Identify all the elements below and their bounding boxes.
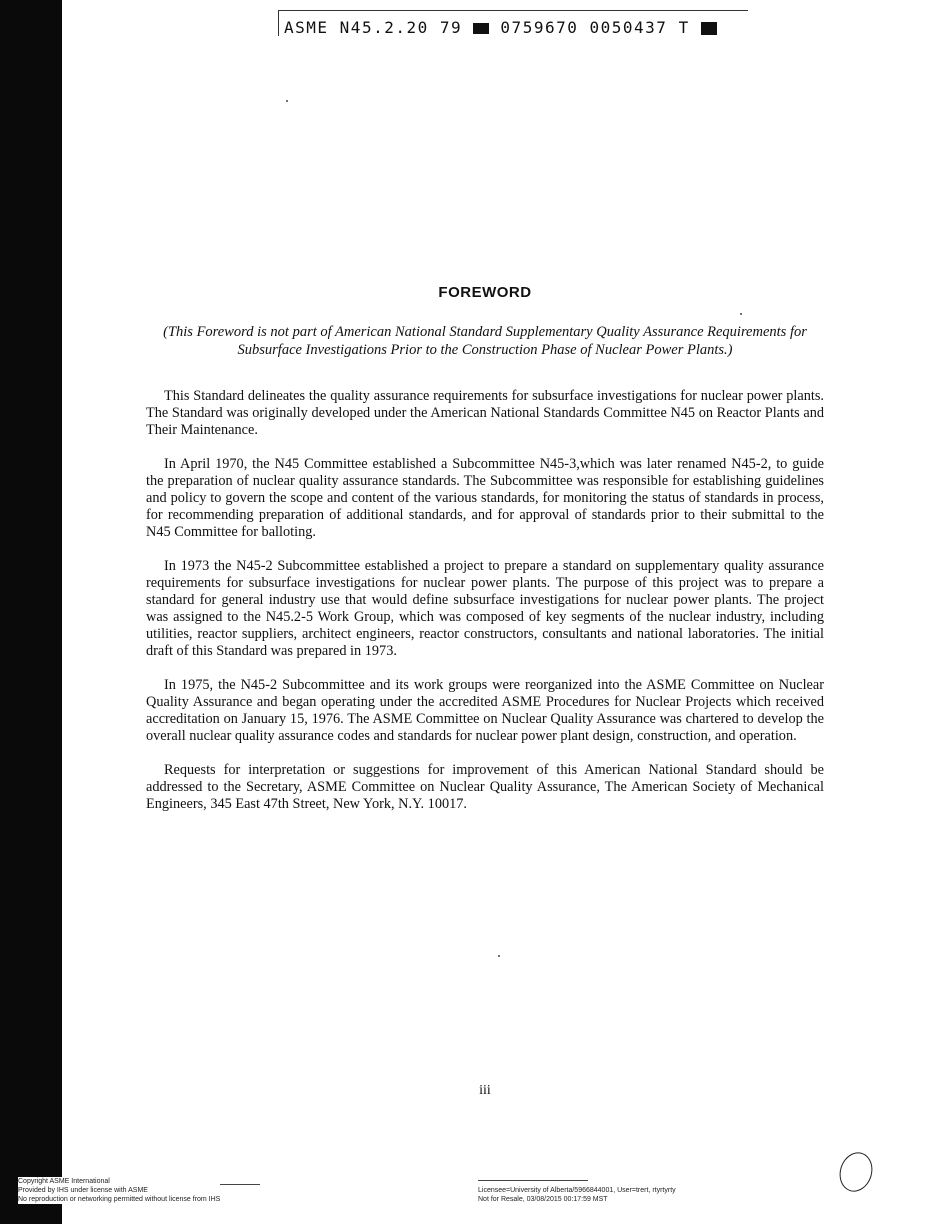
scan-header: [284, 18, 717, 37]
header-tick: [278, 10, 279, 36]
paragraph-1: This Standard delineates the quality assurance requirements for subsurface investigations for nuclear power plants. The Standard was originally developed under the American National Standards Committee N45 on Reactor Plants and Their Maintenance.: [146, 388, 824, 438]
scan-speck: [286, 100, 288, 102]
footer-right-line-1: Licensee=University of Alberta/5966844001, User=trert, rtyrtyrty: [478, 1187, 676, 1194]
scan-header-suffix: T: [678, 18, 690, 37]
redaction-block: [473, 23, 489, 34]
scan-speck: [740, 313, 742, 315]
footer-left-line-3: No reproduction or networking permitted without license from IHS: [18, 1196, 221, 1203]
footer-left-line-1: Copyright ASME International: [18, 1178, 110, 1185]
corner-circle-mark: [835, 1148, 878, 1196]
foreword-note: (This Foreword is not part of American National Standard Supplementary Quality Assurance Requirements for Subsurface Investigations Prior to the Construction Phase of Nuclear Power Plants.): [163, 324, 807, 358]
paragraph-5: Requests for interpretation or suggestions for improvement of this American National Standard should be addressed to the Secretary, ASME Committee on Nuclear Quality Assurance, The American Society of Mechanical Engineers, 345 East 47th Street, New York, N.Y. 10017.: [146, 762, 824, 812]
foreword-body: [146, 388, 824, 830]
footer-left-line-2: Provided by IHS under license with ASME: [18, 1187, 148, 1194]
scan-header-prefix: ASME: [284, 18, 329, 37]
footer-right-line-2: Not for Resale, 03/08/2015 00:17:59 MST: [478, 1196, 608, 1203]
paragraph-4: In 1975, the N45-2 Subcommittee and its work groups were reorganized into the ASME Committee on Nuclear Quality Assurance and began operating under the accredited ASME Procedures for Nuclear Projects which received accreditation on January 15, 1976. The ASME Committee on Nuclear Quality Assurance was chartered to develop the overall nuclear quality assurance codes and standards for nuclear power plant design, construction, and operation.: [146, 677, 824, 744]
scan-header-year: 79: [439, 18, 463, 37]
paragraph-2: In April 1970, the N45 Committee established a Subcommittee N45-3,which was later renamed N45-2, to guide the preparation of nuclear quality assurance standards. The Subcommittee was responsible for establishing guidelines and policy to govern the scope and content of the various standards, for monitoring the status of standards in process, for recommending preparation of additional standards, and for approval of standards prior to their submittal to the N45 Committee for balloting.: [146, 456, 824, 540]
scan-header-numbers: 0759670 0050437: [500, 18, 668, 37]
scan-margin-bar: [0, 0, 62, 1224]
header-rule: [278, 10, 748, 11]
scan-header-doc-code: N45.2.20: [339, 18, 429, 37]
paragraph-3: In 1973 the N45-2 Subcommittee established a project to prepare a standard on supplementary quality assurance requirements for subsurface investigations for nuclear power plants. The purpose of this project was to prepare a standard for general industry use that would define subsurface investigations for nuclear power plants. The project was assigned to the N45.2-5 Work Group, which was composed of key segments of the nuclear industry, including utilities, reactor suppliers, architect engineers, reactor constructors, consultants and national laboratories. The initial draft of this Standard was prepared in 1973.: [146, 558, 824, 659]
barcode-mark: [701, 22, 717, 35]
footer-copyright: [18, 1177, 220, 1204]
page-title: FOREWORD: [438, 284, 532, 301]
scan-speck: [498, 955, 500, 957]
page-number: iii: [479, 1083, 491, 1098]
footer-licensee: [478, 1186, 676, 1204]
footer-stroke-right: [478, 1180, 588, 1181]
